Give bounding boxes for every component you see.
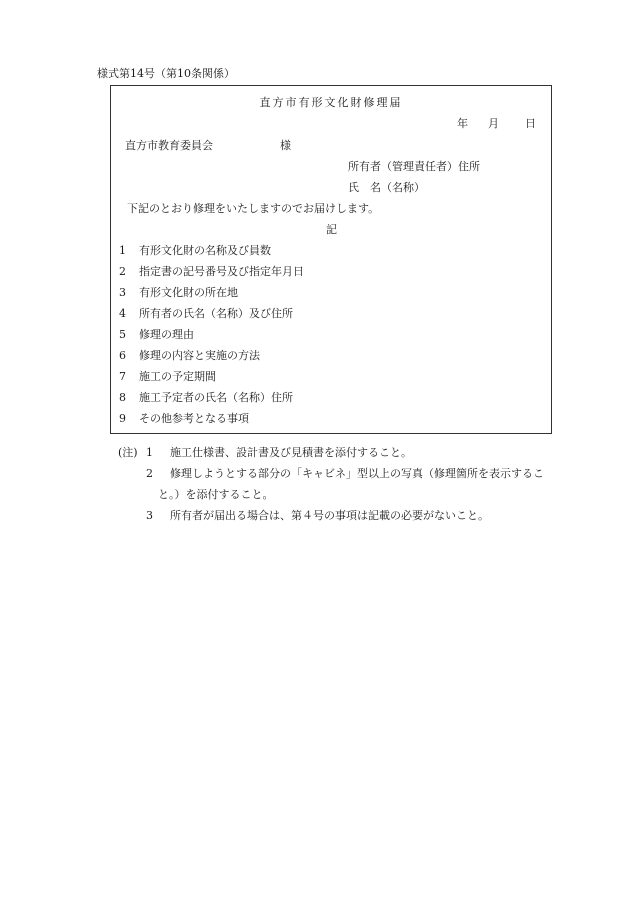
item-number: 3 (119, 286, 126, 299)
item-number: 5 (119, 328, 126, 341)
addressee: 直方市教育委員会 (125, 139, 213, 152)
note-text: 所有者が届出る場合は、第４号の事項は記載の必要がないこと。 (170, 509, 489, 522)
date-day-label: 日 (525, 117, 536, 130)
form-number: 様式第14号（第10条関係） (97, 67, 235, 80)
item-number: 6 (119, 349, 126, 362)
item-number: 2 (119, 265, 126, 278)
honorific: 様 (280, 139, 291, 152)
item-label: 修理の理由 (139, 328, 194, 341)
item-label: 施工の予定期間 (139, 370, 216, 383)
item-label: 有形文化財の名称及び員数 (139, 244, 271, 257)
intro-statement: 下記のとおり修理をいたしますのでお届けします。 (127, 202, 380, 215)
note-number: 3 (146, 509, 153, 522)
note-number: 1 (146, 446, 153, 459)
item-number: 9 (119, 412, 126, 425)
form-title: 直方市有形文化財修理届 (259, 96, 403, 109)
item-number: 7 (119, 370, 126, 383)
note-text: 施工仕様書、設計書及び見積書を添付すること。 (170, 446, 412, 459)
item-label: 所有者の氏名（名称）及び住所 (139, 307, 293, 320)
item-number: 4 (119, 307, 126, 320)
note-text-continuation: と。）を添付すること。 (158, 488, 274, 501)
item-label: 修理の内容と実施の方法 (139, 349, 260, 362)
ki-heading: 記 (326, 223, 337, 236)
date-month-label: 月 (488, 117, 499, 130)
item-label: その他参考となる事項 (139, 412, 249, 425)
item-label: 有形文化財の所在地 (139, 286, 238, 299)
item-label: 指定書の記号番号及び指定年月日 (139, 265, 304, 278)
item-number: 8 (119, 391, 126, 404)
note-text: 修理しようとする部分の「キャビネ」型以上の写真（修理箇所を表示するこ (170, 467, 544, 480)
date-year-label: 年 (457, 117, 468, 130)
item-label: 施工予定者の氏名（名称）住所 (139, 391, 293, 404)
notes-prefix: (注) (118, 446, 138, 459)
owner-name-label: 氏 名（名称） (348, 181, 425, 194)
note-number: 2 (146, 467, 153, 480)
owner-address-label: 所有者（管理責任者）住所 (348, 160, 480, 173)
item-number: 1 (119, 244, 126, 257)
